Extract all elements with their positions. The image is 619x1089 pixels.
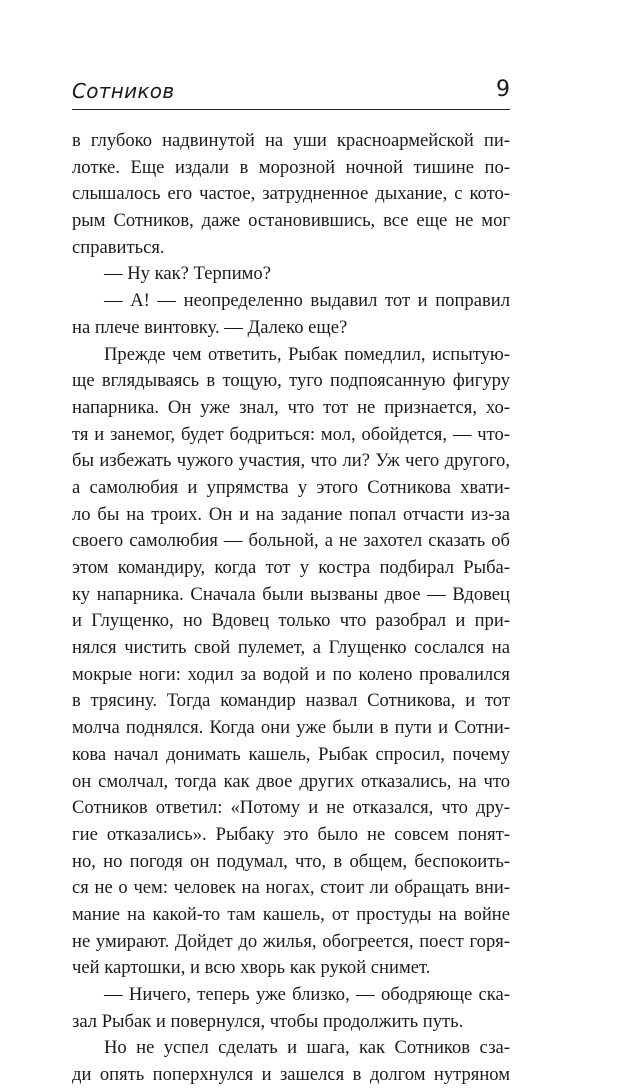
text-line: ку напарника. Сначала были вызваны двое — Вдовец	[72, 583, 510, 605]
text-line: чей картошки, и всю хворь как рукой снимет.	[72, 957, 431, 979]
text-line: своего самолюбия — больной, а не захотел сказать об	[72, 530, 510, 552]
text-line: в глубоко надвинутой на уши красноармейской пи-	[72, 130, 510, 151]
text-line: мание на какой-то там кашель, от простуды на войне	[72, 903, 510, 925]
text-line: а самолюбия и упрямства у этого Сотникова хвати-	[72, 476, 510, 498]
text-line: на плече винтовку. — Далеко еще?	[72, 316, 348, 338]
running-title: Сотников	[72, 79, 175, 103]
body-text	[72, 128, 510, 1089]
running-header	[72, 79, 510, 110]
text-line: зал Рыбак и повернулся, чтобы продолжить путь.	[72, 1010, 464, 1032]
text-line: Сотников ответил: «Потому и не отказался, что дру-	[72, 797, 510, 819]
text-line: бы избежать чужого участия, что ли? Уж чего другого,	[72, 450, 510, 472]
text-line: Прежде чем ответить, Рыбак помедлил, испытую-	[104, 343, 510, 365]
text-line: ся не о чем: человек на ногах, стоит ли обращать вни-	[72, 877, 510, 899]
text-line: молча поднялся. Когда они уже были в пути и Сотни-	[72, 717, 510, 739]
text-line: кова начал донимать кашель, Рыбак спросил, почему	[72, 743, 510, 765]
text-line: рым Сотников, даже остановившись, все еще не мог	[72, 210, 510, 232]
text-line: напарника. Он уже знал, что тот не признается, хо-	[72, 396, 510, 418]
text-line: этом командиру, когда тот у костра подбирал Рыба-	[72, 557, 510, 578]
text-line: тя и занемог, будет бодриться: мол, обойдется, — что-	[72, 423, 510, 445]
text-line: слышалось его частое, затрудненное дыхание, с кото-	[72, 183, 510, 205]
text-line: гие отказались». Рыбаку это было не совсем понят-	[72, 823, 510, 845]
text-line: ди опять поперхнулся и зашелся в долгом нутряном	[72, 1064, 510, 1086]
text-line: не умирают. Дойдет до жилья, обогреется, поест горя-	[72, 930, 510, 952]
page-number: 9	[496, 77, 510, 102]
text-line: нялся чистить свой пулемет, а Глущенко сослался на	[72, 637, 510, 659]
text-line: в трясину. Тогда командир назвал Сотникова, и тот	[72, 690, 510, 712]
text-line: ло бы на троих. Он и на задание попал отчасти из-за	[72, 503, 510, 525]
text-line: справиться.	[72, 236, 165, 258]
text-line: мокрые ноги: ходил за водой и по колено провалился	[72, 663, 510, 685]
text-line: лотке. Еще издали в морозной ночной тишине по-	[72, 156, 510, 178]
text-line: — Ну как? Терпимо?	[104, 263, 271, 285]
text-line: и Глущенко, но Вдовец только что разобрал и при-	[72, 610, 510, 632]
text-line: Но не успел сделать и шага, как Сотников сза-	[104, 1037, 510, 1059]
text-line: — А! — неопределенно выдавил тот и поправил	[104, 290, 510, 312]
text-line: он смолчал, тогда как двое других отказались, на что	[72, 770, 510, 792]
text-line: ще вглядываясь в тощую, туго подпоясанную фигуру	[72, 370, 510, 392]
text-line: но, но погодя он подумал, что, в общем, беспокоить-	[72, 850, 510, 872]
text-line: — Ничего, теперь уже близко, — ободряюще ска-	[104, 984, 510, 1005]
